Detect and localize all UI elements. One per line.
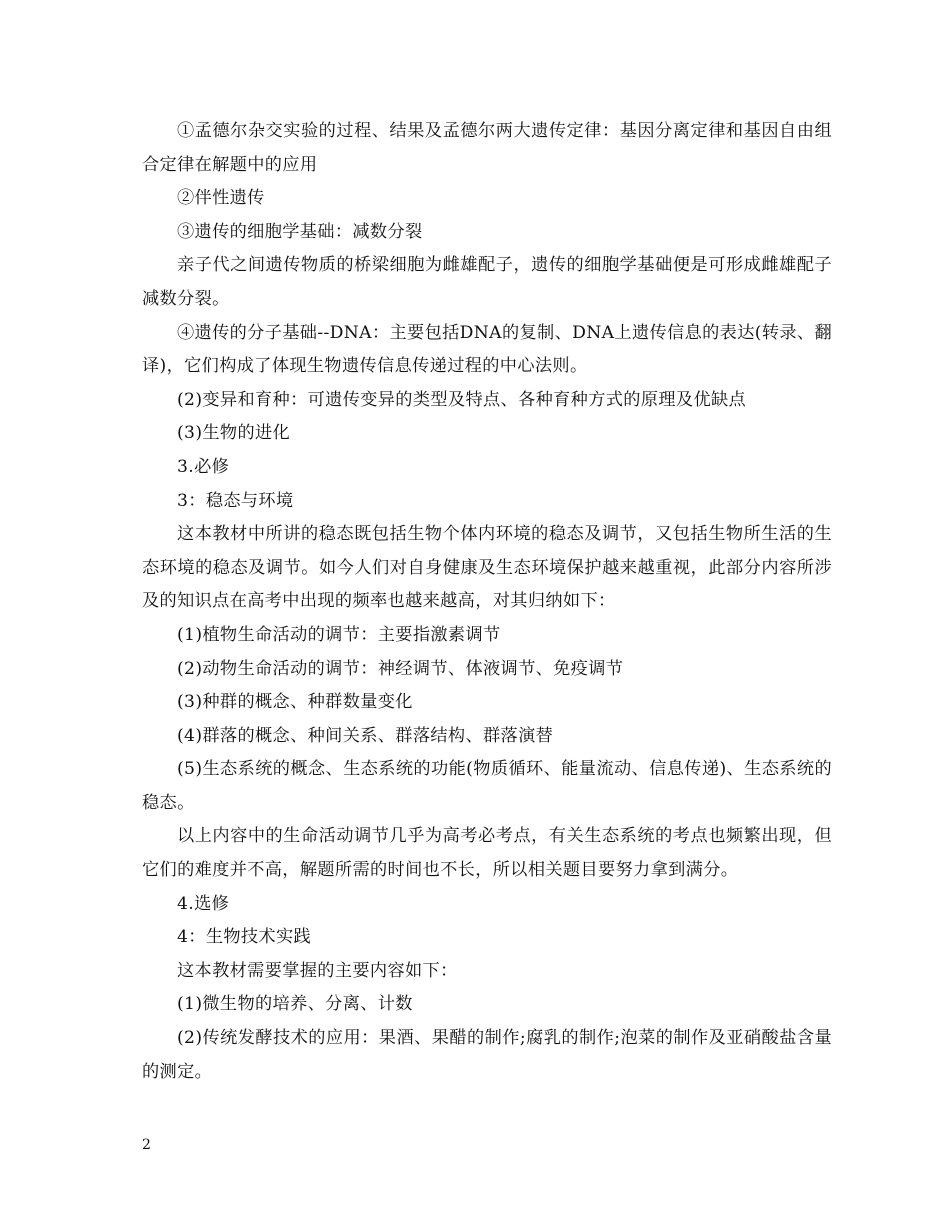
paragraph-molecular-basis-dna: ④遗传的分子基础--DNA：主要包括DNA的复制、DNA上遗传信息的表达(转录、翻译)，它们构成了体现生物遗传信息传递过程的中心法则。 [142, 322, 832, 377]
paragraph-variation-breeding: (2)变异和育种：可遗传变异的类型及特点、各种育种方式的原理及优缺点 [177, 389, 747, 410]
section-heading-elective-4: 4.选修 [177, 893, 230, 914]
section-subheading-homeostasis: 3：稳态与环境 [177, 490, 294, 511]
document-body [142, 115, 832, 1089]
section-subheading-biotech-practice: 4：生物技术实践 [177, 927, 312, 948]
paragraph-evolution: (3)生物的进化 [177, 423, 291, 444]
section-heading-required-3: 3.必修 [177, 456, 230, 477]
paragraph-animal-regulation: (2)动物生命活动的调节：神经调节、体液调节、免疫调节 [177, 658, 624, 679]
paragraph-mendel-experiment: ①孟德尔杂交实验的过程、结果及孟德尔两大遗传定律：基因分离定律和基因自由组合定律在解题中的应用 [142, 121, 832, 175]
paragraph-biotech-intro: 这本教材需要掌握的主要内容如下： [177, 960, 458, 981]
page-number: 2 [142, 1137, 151, 1153]
paragraph-ecosystem: (5)生态系统的概念、生态系统的功能(物质循环、能量流动、信息传递)、生态系统的稳态。 [142, 759, 832, 813]
paragraph-community: (4)群落的概念、种间关系、群落结构、群落演替 [177, 725, 554, 746]
paragraph-population: (3)种群的概念、种群数量变化 [177, 692, 413, 713]
paragraph-plant-regulation: (1)植物生命活动的调节：主要指激素调节 [177, 624, 501, 645]
paragraph-sex-linked-inheritance: ②伴性遗传 [177, 188, 265, 209]
paragraph-microbe-culture: (1)微生物的培养、分离、计数 [177, 994, 413, 1015]
paragraph-exam-focus: 以上内容中的生命活动调节几乎为高考必考点，有关生态系统的考点也频繁出现，但它们的难度并不高，解题所需的时间也不长，所以相关题目要努力拿到满分。 [142, 826, 832, 881]
paragraph-cytological-basis: ③遗传的细胞学基础：减数分裂 [177, 221, 423, 242]
paragraph-gametes-meiosis: 亲子代之间遗传物质的桥梁细胞为雌雄配子，遗传的细胞学基础便是可形成雌雄配子减数分裂。 [142, 255, 832, 309]
paragraph-homeostasis-overview: 这本教材中所讲的稳态既包括生物个体内环境的稳态及调节，又包括生物所生活的生态环境的稳态及调节。如今人们对自身健康及生态环境保护越来越重视，此部分内容所涉及的知识点在高考中出现的频率也越来越高，对其归纳如下： [142, 524, 832, 612]
paragraph-fermentation: (2)传统发酵技术的应用：果酒、果醋的制作;腐乳的制作;泡菜的制作及亚硝酸盐含量的测定。 [142, 1028, 832, 1082]
